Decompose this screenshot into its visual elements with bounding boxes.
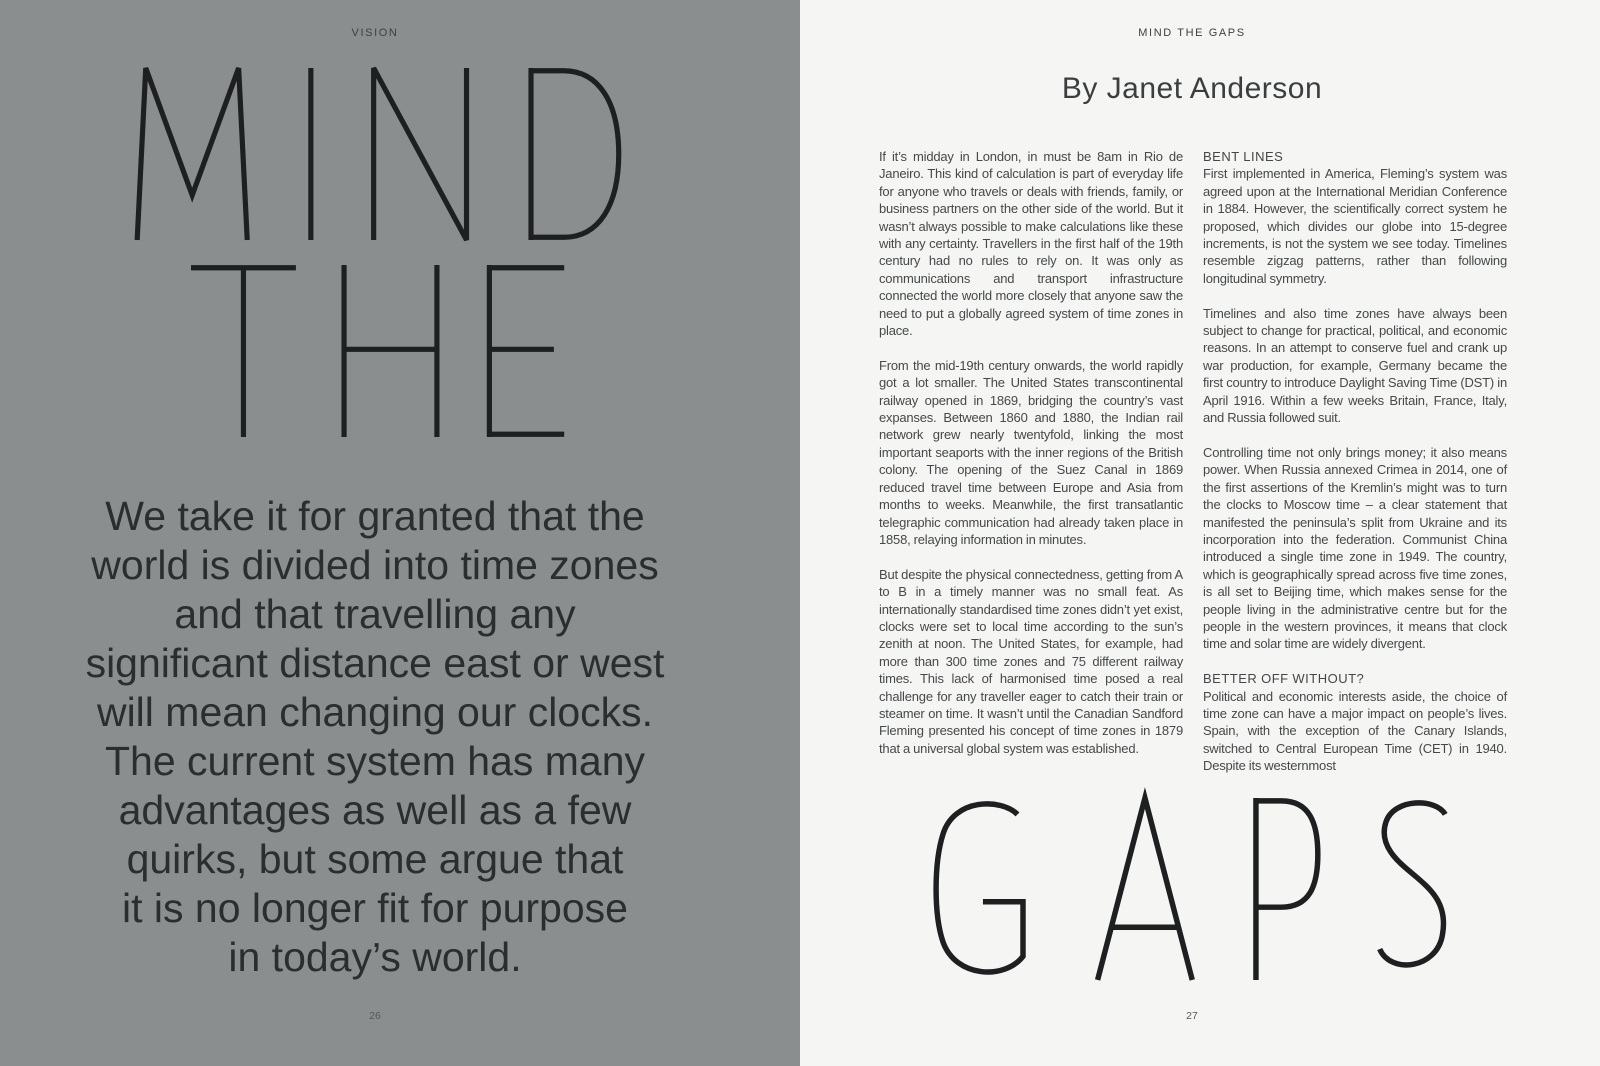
headline-word-the <box>191 265 564 437</box>
body-paragraph: Controlling time not only brings money; it also means power. When Russia annexed Crimea in 2014, one of the first assertions of the Kremlin’s might was to turn the clocks to Moscow time – a clear statement that manifested the peninsula’s split from Ukraine and its incorporation into the federation. Communist China introduced a single time zone in 1949. The country, which is geographically spread across five time zones, is all set to Beijing time, which makes sense for the people living in the administrative centre but for the people in the western provinces, it means that clock time and solar time are widely divergent. <box>1203 444 1507 652</box>
headline-mind-the <box>0 68 756 437</box>
headline-word-gaps <box>932 798 1453 980</box>
standfirst-line: in today’s world. <box>228 934 522 980</box>
body-paragraph: But despite the physical connectedness, getting from A to B in a timely manner was no small feat. As internationally standardised time zones didn’t yet exist, clocks were set to local time according to the sun’s zenith at noon. The United States, for example, had more than 300 time zones and 75 different railway times. This lack of harmonised time posed a real challenge for any traveller eager to catch their train or steamer on time. It wasn’t until the Canadian Sandford Fleming presented his concept of time zones in 1879 that a universal global system was established. <box>879 566 1183 756</box>
page-number-right: 27 <box>1186 1010 1198 1022</box>
headline-gaps-wrap <box>800 798 1584 985</box>
body-column-1 <box>879 148 1183 775</box>
headline-word-mind <box>132 68 624 240</box>
section-heading: BENT LINES <box>1203 149 1284 164</box>
body-paragraph: BENT LINES First implemented in America, Fleming’s system was agreed upon at the International Meridian Conference in 1884. However, the scientifically correct system he proposed, which divides our globe into 15-degree increments, is not the system we see today. Timelines resemble zigzag patterns, rather than following longitudinal symmetry. <box>1203 149 1507 286</box>
body-paragraph: Timelines and also time zones have always been subject to change for practical, political, and economic reasons. In an attempt to conserve fuel and crank up war production, for example, Germany became the first country to introduce Daylight Saving Time (DST) in April 1916. Within a few weeks Britain, France, Italy, and Russia followed suit. <box>1203 305 1507 426</box>
left-page-kicker: VISION <box>351 27 399 39</box>
page-number-left: 26 <box>369 1010 381 1022</box>
right-page <box>800 0 1600 1066</box>
standfirst-line: The current system has many <box>104 738 646 784</box>
body-paragraph: From the mid-19th century onwards, the world rapidly got a lot smaller. The United States transcontinental railway opened in 1869, bridging the country’s vast expanses. Between 1860 and 1880, the Indian rail network grew nearly twentyfold, linking the most important seaports with the inner regions of the British colony. The opening of the Suez Canal in 1869 reduced travel time between Europe and Asia from months to weeks. Meanwhile, the first transatlantic telegraphic communication had already taken place in 1858, relaying information in minutes. <box>879 357 1183 547</box>
standfirst-line: and that travelling any <box>174 591 576 637</box>
byline: By Janet Anderson <box>1061 72 1323 105</box>
right-page-kicker: MIND THE GAPS <box>1138 27 1246 39</box>
standfirst-line: it is no longer fit for purpose <box>122 885 628 931</box>
standfirst-line: quirks, but some argue that <box>126 836 624 882</box>
standfirst-line: advantages as well as a few <box>118 787 632 833</box>
standfirst-line: significant distance east or west <box>85 640 665 686</box>
standfirst-line: We take it for granted that the <box>105 493 645 539</box>
section-heading: BETTER OFF WITHOUT? <box>1203 671 1365 687</box>
body-paragraph: If it’s midday in London, in must be 8am in Rio de Janeiro. This kind of calculation is part of everyday life for anyone who travels or deals with friends, family, or business partners on the other side of the world. But it wasn’t always possible to make calculations like these with any certainty. Travellers in the first half of the 19th century had no rules to rely on. It was only as communications and transport infrastructure connected the world more closely that anyone saw the need to put a globally agreed system of time zones in place. <box>879 149 1183 339</box>
body-paragraph: BETTER OFF WITHOUT? Political and economic interests aside, the choice of time zone can have a major impact on people’s lives. Spain, with the exception of the Canary Islands, switched to Central European Time (CET) in 1940. Despite its westernmost <box>1203 671 1507 774</box>
standfirst-line: world is divided into time zones <box>91 542 659 588</box>
standfirst-line: will mean changing our clocks. <box>96 689 654 735</box>
body-column-2 <box>1203 148 1507 792</box>
standfirst <box>0 492 750 982</box>
